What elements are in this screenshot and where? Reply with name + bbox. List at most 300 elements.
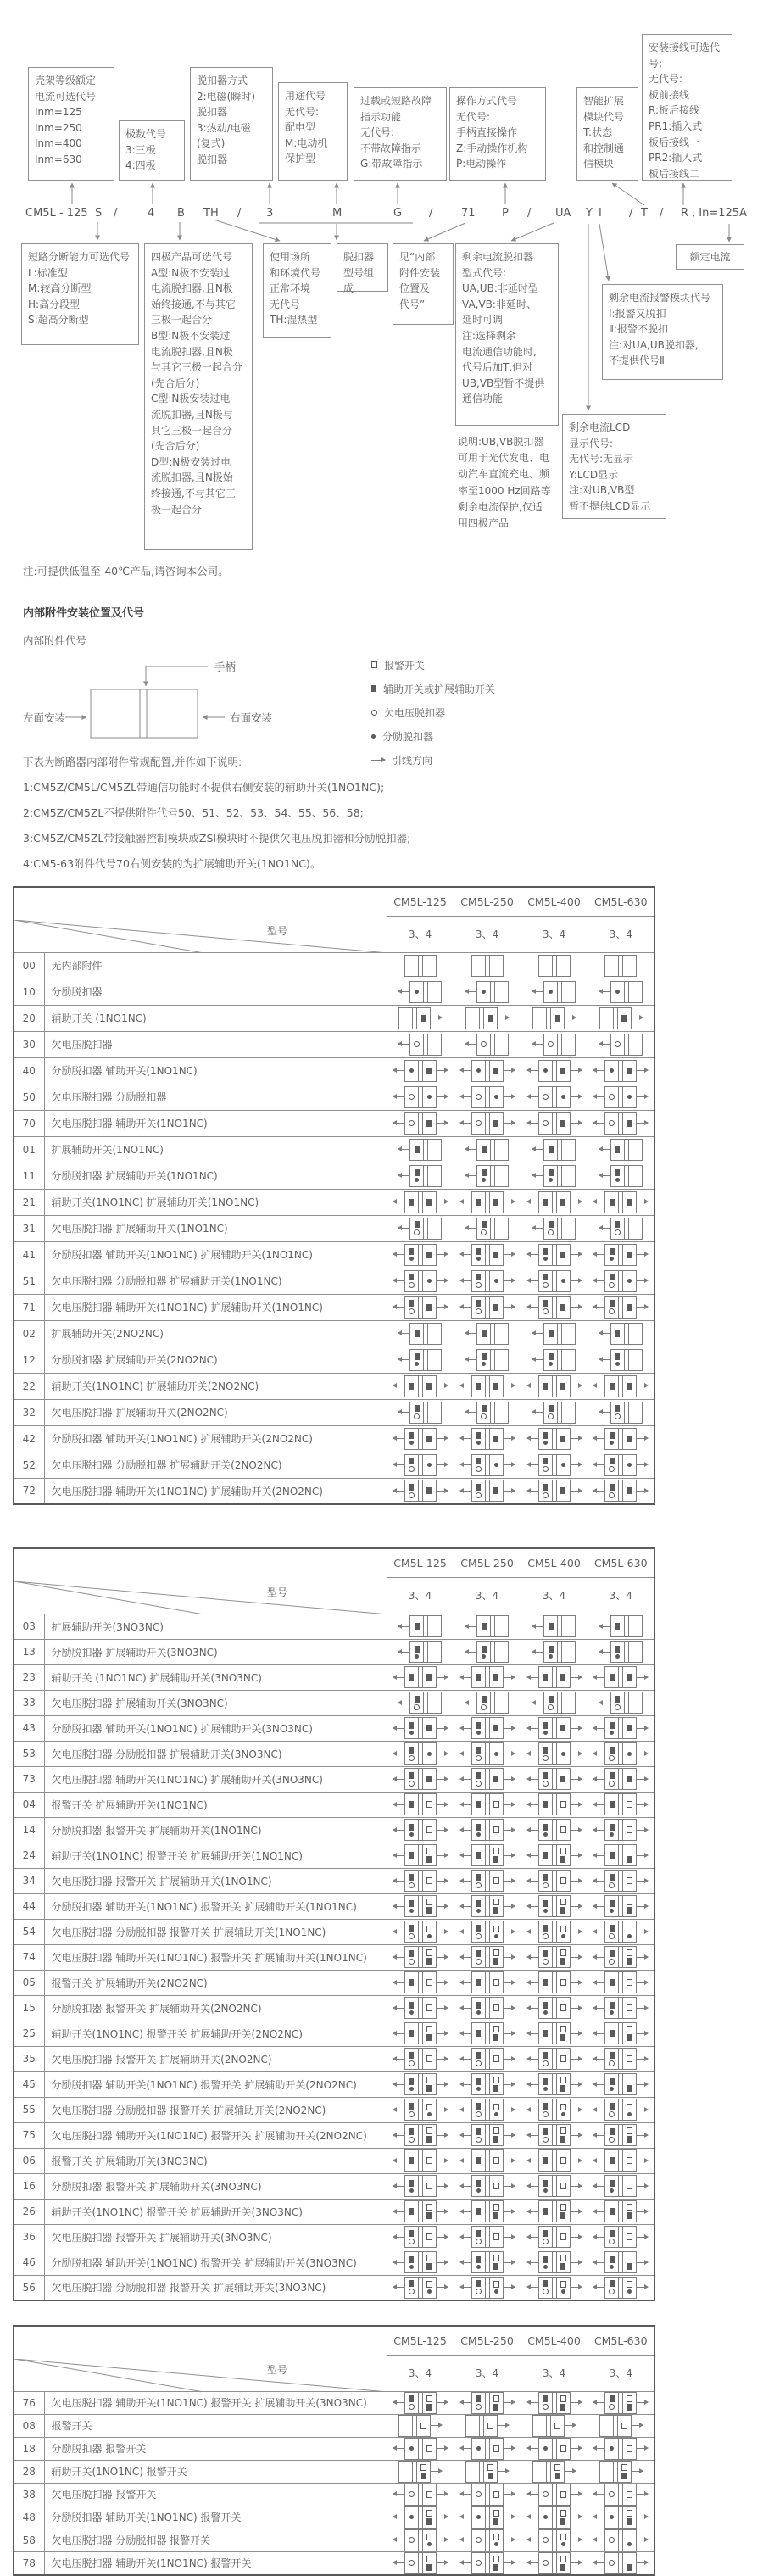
lead-right-arrow (498, 2423, 509, 2428)
undervoltage-release-icon (409, 2137, 415, 2143)
aux-switch-icon (560, 1487, 565, 1494)
accessory-config-cell (387, 2275, 454, 2300)
aux-switch-icon (543, 2256, 548, 2263)
shunt-release-icon (615, 1654, 620, 1659)
aux-switch-icon (549, 1221, 554, 1228)
accessory-config-cell (454, 2460, 521, 2483)
diagram-box-rated-current: 额定电流 (676, 244, 744, 270)
aux-switch-icon (409, 2103, 414, 2110)
breaker-outline (471, 2175, 504, 2197)
lead-left-arrow (460, 1675, 471, 1681)
accessory-config-cell (387, 1868, 454, 1893)
alarm-switch-icon (426, 1848, 432, 1854)
lead-right-arrow (504, 2400, 515, 2406)
alarm-switch-icon (627, 2004, 632, 2011)
accessory-code: 35 (14, 2046, 44, 2071)
undervoltage-release-icon (476, 2137, 482, 2143)
model-code-token: G (393, 207, 402, 220)
breaker-outline (404, 2226, 437, 2248)
alarm-switch-icon (493, 2077, 499, 2083)
accessory-config-cell (588, 1189, 654, 1215)
accessory-name: 辅助开关(1NO1NC) 扩展辅助开关(1NO1NC) (44, 1189, 387, 1215)
alarm-switch-icon (560, 2183, 566, 2189)
handle-label: 手柄 (214, 661, 237, 673)
lead-left-arrow (460, 1929, 471, 1935)
breaker-outline (404, 1060, 437, 1082)
breaker-outline (465, 2415, 498, 2437)
accessory-config-cell (588, 1320, 654, 1347)
lead-right-arrow (504, 2260, 515, 2266)
aux-switch-icon (610, 1979, 615, 1986)
lead-right-arrow (504, 1827, 515, 1833)
aux-switch-icon (409, 1950, 414, 1957)
accessory-config-cell (454, 2199, 521, 2224)
model-code-token: / (527, 207, 531, 220)
undervoltage-release-icon (409, 1466, 415, 1472)
aux-switch-icon (415, 1330, 420, 1337)
accessory-code: 08 (14, 2414, 44, 2437)
alarm-switch-icon (493, 2556, 499, 2562)
alarm-switch-icon (560, 1979, 566, 1986)
accessory-config-cell (521, 1215, 588, 1241)
accessory-code: 73 (14, 1766, 44, 1792)
lead-left-arrow (599, 1409, 610, 1415)
lead-left-arrow (465, 1330, 476, 1336)
aux-switch-icon (610, 2103, 615, 2110)
accessory-config-cell (387, 1031, 454, 1057)
lead-right-arrow (637, 2234, 648, 2240)
breaker-outline (471, 1296, 504, 1319)
undervoltage-release-icon (409, 1882, 415, 1888)
accessory-config-cell (387, 2199, 454, 2224)
breaker-outline (471, 2073, 504, 2095)
lead-left-arrow (532, 989, 543, 995)
shunt-release-icon (615, 1362, 620, 1366)
table-row (14, 2414, 654, 2437)
aux-switch-icon (476, 1772, 481, 1779)
table-note-line: 2:CM5Z/CM5ZL不提供附件代号50、51、52、53、54、55、56、58; (23, 800, 410, 826)
aux-switch-icon (415, 1221, 420, 1228)
aux-switch-icon (543, 1874, 548, 1881)
lead-left-arrow (460, 2514, 471, 2520)
lead-right-arrow (437, 1827, 448, 1833)
accessory-config-cell (521, 1031, 588, 1057)
accessory-config-cell (454, 2437, 521, 2460)
undervoltage-release-icon (481, 1041, 487, 1047)
accessory-name: 欠电压脱扣器 报警开关 扩展辅助开关(2NO2NC) (44, 2046, 387, 2071)
lead-right-arrow (437, 1068, 448, 1073)
lead-right-arrow (437, 2005, 448, 2011)
undervoltage-release-icon (409, 1781, 415, 1787)
lead-right-arrow (504, 2284, 515, 2290)
aux-switch-icon (493, 1120, 498, 1127)
accessory-config-cell (454, 2122, 521, 2148)
accessory-config-cell (588, 2414, 654, 2437)
breaker-outline (538, 2124, 571, 2146)
accessory-config-cell (521, 2483, 588, 2506)
lead-right-arrow (504, 2491, 515, 2497)
alarm-switch-icon (560, 1926, 566, 1932)
alarm-switch-icon (493, 1979, 499, 1986)
accessory-config-cell (588, 2506, 654, 2529)
alarm-switch-icon (627, 2445, 632, 2452)
shunt-release-icon (615, 990, 620, 994)
accessory-name: 欠电压脱扣器 报警开关 (44, 2483, 387, 2506)
lead-right-arrow (437, 2234, 448, 2240)
aux-switch-icon (426, 1068, 432, 1074)
breaker-outline (471, 2048, 504, 2070)
table-row (14, 1241, 654, 1268)
lead-left-arrow (527, 1802, 538, 1808)
lead-left-arrow (527, 1278, 538, 1284)
breaker-outline (404, 1244, 437, 1266)
model-column-header: CM5L-125 (387, 2326, 454, 2355)
table-row (14, 2391, 654, 2414)
lead-left-arrow (593, 2005, 604, 2011)
aux-switch-icon (610, 1300, 615, 1307)
model-code-token: / (429, 207, 432, 220)
poles-value-cell: 3、4 (521, 1577, 588, 1614)
table-row (14, 952, 654, 979)
lead-right-arrow (571, 2107, 582, 2113)
lead-right-arrow (504, 1199, 515, 1205)
shunt-release-icon (494, 1095, 498, 1099)
lead-right-arrow (437, 2209, 448, 2215)
lead-left-arrow (593, 1675, 604, 1681)
breaker-outline (404, 2149, 437, 2172)
shunt-release-icon (549, 1654, 553, 1659)
lead-right-arrow (571, 2400, 582, 2406)
lead-left-arrow (532, 1624, 543, 1630)
accessory-config-cell (454, 1639, 521, 1664)
breaker-outline (538, 1060, 571, 1082)
aux-switch-icon (476, 1458, 481, 1464)
alarm-switch-icon (560, 2004, 566, 2011)
accessory-config-cell (588, 1347, 654, 1373)
accessory-config-cell (387, 1690, 454, 1715)
aux-switch-icon (476, 1925, 481, 1932)
accessory-config-cell (454, 1843, 521, 1868)
table-row (14, 1868, 654, 1893)
breaker-outline (404, 2124, 437, 2146)
diagram-box-smart-module: 智能扩展 模块代号 T:状态 和控制通 信模块 (576, 87, 638, 181)
lead-left-arrow (465, 1624, 476, 1630)
breaker-outline (543, 1692, 576, 1714)
model-code-token: T (641, 207, 648, 220)
accessory-code: 04 (14, 1792, 44, 1817)
accessory-config-cell (521, 2250, 588, 2275)
alarm-switch-icon (426, 1949, 432, 1956)
undervoltage-release-icon (409, 2537, 415, 2543)
undervoltage-release-icon (609, 1120, 615, 1126)
aux-switch-icon (543, 2395, 548, 2402)
accessory-config-cell (521, 1614, 588, 1639)
breaker-outline (404, 955, 437, 977)
undervoltage-release-icon (543, 1466, 549, 1472)
shunt-release-icon (610, 2265, 614, 2269)
table-row (14, 1817, 654, 1843)
aux-switch-icon (560, 1436, 565, 1442)
aux-switch-icon (482, 1169, 487, 1176)
shunt-release-icon (494, 2289, 498, 2294)
lead-left-arrow (460, 1199, 471, 1205)
accessory-name: 分励脱扣器 报警开关 (44, 2437, 387, 2460)
breaker-outline (404, 2099, 437, 2121)
breaker-outline (543, 1034, 576, 1056)
lead-left-arrow (527, 1980, 538, 1986)
accessory-name: 报警开关 扩展辅助开关(1NO1NC) (44, 1792, 387, 1817)
alarm-switch-icon (560, 2026, 566, 2032)
aux-switch-icon (476, 2208, 481, 2215)
accessory-config-cell (588, 2250, 654, 2275)
lead-right-arrow (571, 2234, 582, 2240)
breaker-outline (471, 2506, 504, 2529)
breaker-outline (538, 2048, 571, 2070)
accessory-code: 30 (14, 1031, 44, 1057)
aux-switch-icon (409, 1722, 414, 1729)
aux-switch-icon (476, 1900, 481, 1907)
aux-switch-icon (415, 1696, 420, 1703)
aux-switch-icon (549, 1696, 554, 1703)
lead-right-arrow (437, 1436, 448, 1441)
lead-right-arrow (437, 1199, 448, 1205)
aux-switch-icon (409, 2180, 414, 2187)
lead-left-arrow (398, 1409, 409, 1415)
aux-switch-icon (555, 1015, 560, 1022)
aux-switch-icon (482, 1353, 487, 1360)
accessory-config-cell (521, 2275, 588, 2300)
accessory-config-cell (387, 1268, 454, 1294)
breaker-outline (471, 955, 504, 977)
aux-switch-icon (476, 2230, 481, 2237)
lead-left-arrow (460, 2158, 471, 2164)
lead-right-arrow (637, 1462, 648, 1468)
shunt-release-icon (610, 1257, 614, 1261)
shunt-release-icon (610, 2446, 614, 2451)
lead-right-arrow (437, 1954, 448, 1960)
accessory-code: 21 (14, 1189, 44, 1215)
alarm-switch-icon (493, 1949, 499, 1956)
lead-left-arrow (593, 1068, 604, 1073)
breaker-outline (404, 1946, 437, 1968)
breaker-outline (404, 2484, 437, 2506)
accessory-name: 欠电压脱扣器 分励脱扣器 报警开关 扩展辅助开关(3NO3NC) (44, 2275, 387, 2300)
accessory-config-cell (521, 979, 588, 1005)
accessory-config-cell (521, 1057, 588, 1084)
shunt-release-icon (476, 1257, 481, 1261)
table-row (14, 1005, 654, 1031)
alarm-switch-icon (560, 2233, 566, 2240)
aux-switch-icon (493, 1487, 498, 1494)
breaker-outline (471, 2484, 504, 2506)
accessory-config-cell (521, 1741, 588, 1766)
alarm-switch-icon (426, 2510, 432, 2517)
shunt-release-icon (610, 2515, 614, 2519)
breaker-outline (538, 1454, 571, 1476)
shunt-release-icon (371, 734, 376, 739)
lead-left-arrow (460, 2537, 471, 2543)
accessory-config-cell (387, 1614, 454, 1639)
aux-switch-icon (627, 2212, 632, 2219)
breaker-outline (538, 1191, 571, 1213)
lead-left-arrow (398, 1624, 409, 1630)
aux-switch-icon (476, 1801, 481, 1808)
lead-right-arrow (571, 1776, 582, 1782)
table-note-line: 4:CM5-63附件代号70右侧安装的为扩展辅助开关(1NO1NC)。 (23, 851, 410, 877)
alarm-switch-icon (627, 1949, 632, 1956)
breaker-outline (471, 1997, 504, 2019)
lead-right-arrow (437, 2560, 448, 2566)
lead-left-arrow (599, 1357, 610, 1363)
aux-switch-icon (426, 1252, 432, 1258)
aux-switch-icon (543, 2030, 548, 2037)
model-code-token: P (502, 207, 509, 220)
diagram-box-poles: 极数代号 3:三极 4:四极 (119, 120, 185, 181)
accessory-config-cell (588, 1057, 654, 1084)
lead-right-arrow (637, 2491, 648, 2497)
accessory-code: 12 (14, 1347, 44, 1373)
aux-switch-icon (615, 1221, 620, 1228)
aux-switch-icon (610, 2180, 615, 2187)
table-row (14, 1664, 654, 1690)
lead-right-arrow (571, 1436, 582, 1441)
lead-right-arrow (565, 1015, 576, 1021)
breaker-outline (538, 1946, 571, 1968)
lead-left-arrow (460, 1068, 471, 1073)
breaker-outline (471, 2277, 504, 2299)
accessory-config-cell (521, 1919, 588, 1944)
accessory-code: 42 (14, 1425, 44, 1452)
accessory-config-cell (521, 1399, 588, 1425)
accessory-config-cell (387, 1452, 454, 1478)
lead-right-arrow (437, 1304, 448, 1310)
undervoltage-release-icon (543, 2111, 549, 2117)
diagram-box-see-internal: 见“内部 附件安装 位置及 代号” (393, 243, 454, 325)
lead-left-arrow (593, 2445, 604, 2451)
shunt-release-icon (627, 1934, 632, 1938)
left-mount-label: 左面安装 (23, 711, 66, 724)
legend-label: 辅助开关或扩展辅助开关 (383, 682, 495, 696)
aux-switch-icon (615, 1696, 620, 1703)
breaker-outline (404, 1971, 437, 1993)
accessory-config-cell (588, 2437, 654, 2460)
accessory-config-cell (454, 1614, 521, 1639)
alarm-switch-icon (621, 2464, 627, 2471)
breaker-outline (532, 1007, 565, 1029)
table-row (14, 1639, 654, 1664)
aux-switch-icon (476, 1300, 481, 1307)
breaker-outline (398, 1007, 431, 1029)
aux-switch-icon (543, 2208, 548, 2215)
lead-left-arrow (398, 1146, 409, 1152)
lead-left-arrow (599, 1330, 610, 1336)
lead-left-arrow (460, 1252, 471, 1257)
alarm-switch-icon (493, 2233, 499, 2240)
lead-left-arrow (460, 1304, 471, 1310)
accessory-code: 50 (14, 1084, 44, 1110)
model-code-diagram (0, 0, 763, 882)
residual-explanation: 说明:UB,VB脱扣器 可用于光伏发电、电 动汽车直流充电、频 率至1000 Hz回路等 剩余电流保护,仅适 用四极产品 (458, 434, 568, 532)
aux-switch-icon (543, 1824, 548, 1831)
accessory-config-cell (387, 1347, 454, 1373)
shunt-release-icon (627, 2112, 632, 2116)
lead-right-arrow (504, 1904, 515, 1910)
accessory-config-cell (521, 1425, 588, 1452)
diagram-box-trip-model: 脱扣器 型号组成 (337, 243, 388, 292)
shunt-release-icon (543, 2515, 548, 2519)
accessory-config-cell (521, 1268, 588, 1294)
breaker-outline (604, 2099, 637, 2121)
accessory-config-cell (454, 2551, 521, 2575)
accessory-config-cell (588, 1817, 654, 1843)
table-row (14, 2250, 654, 2275)
shunt-release-icon (427, 2289, 432, 2294)
aux-switch-icon (426, 1776, 432, 1782)
aux-switch-icon (493, 2404, 498, 2411)
breaker-outline (471, 1870, 504, 1892)
accessory-config-cell (454, 1057, 521, 1084)
accessory-config-cell (521, 1373, 588, 1399)
breaker-outline (538, 1895, 571, 1917)
undervoltage-release-icon (615, 1041, 621, 1047)
lead-left-arrow (393, 2056, 404, 2062)
lead-left-arrow (593, 1278, 604, 1284)
accessory-config-cell (454, 1715, 521, 1741)
lead-left-arrow (460, 2082, 471, 2088)
accessory-config-cell (521, 1347, 588, 1373)
lead-left-arrow (593, 1954, 604, 1960)
lead-right-arrow (637, 1252, 648, 1257)
lead-left-arrow (532, 1330, 543, 1336)
lead-right-arrow (504, 2158, 515, 2164)
lead-left-arrow (393, 1304, 404, 1310)
accessory-config-cell (521, 1136, 588, 1163)
aux-switch-icon (426, 2263, 432, 2270)
lead-left-arrow (527, 1488, 538, 1494)
aux-switch-icon (549, 1623, 554, 1630)
breaker-outline (404, 2175, 437, 2197)
breaker-outline (471, 1946, 504, 1968)
accessory-config-cell (454, 1136, 521, 1163)
lead-right-arrow (565, 2468, 576, 2474)
breaker-outline (604, 1946, 637, 1968)
model-code-token: / (629, 207, 632, 220)
aux-switch-icon (409, 1801, 414, 1808)
aux-switch-icon (543, 2280, 548, 2287)
lead-left-arrow (527, 1954, 538, 1960)
shunt-release-icon (415, 990, 419, 994)
lead-right-arrow (437, 1853, 448, 1859)
shunt-release-icon (476, 1441, 481, 1445)
lead-right-arrow (437, 1980, 448, 1986)
alarm-switch-icon (426, 2255, 432, 2261)
breaker-outline (471, 1768, 504, 1790)
accessory-name: 报警开关 扩展辅助开关(2NO2NC) (44, 1970, 387, 1995)
lead-right-arrow (637, 1278, 648, 1284)
aux-switch-icon (610, 1432, 615, 1439)
lead-left-arrow (532, 1357, 543, 1363)
shunt-release-icon (615, 1178, 620, 1182)
breaker-outline (476, 1615, 509, 1637)
aux-switch-icon (415, 1146, 420, 1153)
lead-right-arrow (637, 2158, 648, 2164)
alarm-switch-icon (560, 2445, 566, 2452)
accessory-code: 23 (14, 1664, 44, 1690)
breaker-outline (604, 1997, 637, 2019)
lead-left-arrow (460, 1436, 471, 1441)
accessory-config-cell (387, 2250, 454, 2275)
aux-switch-icon (627, 2085, 632, 2092)
